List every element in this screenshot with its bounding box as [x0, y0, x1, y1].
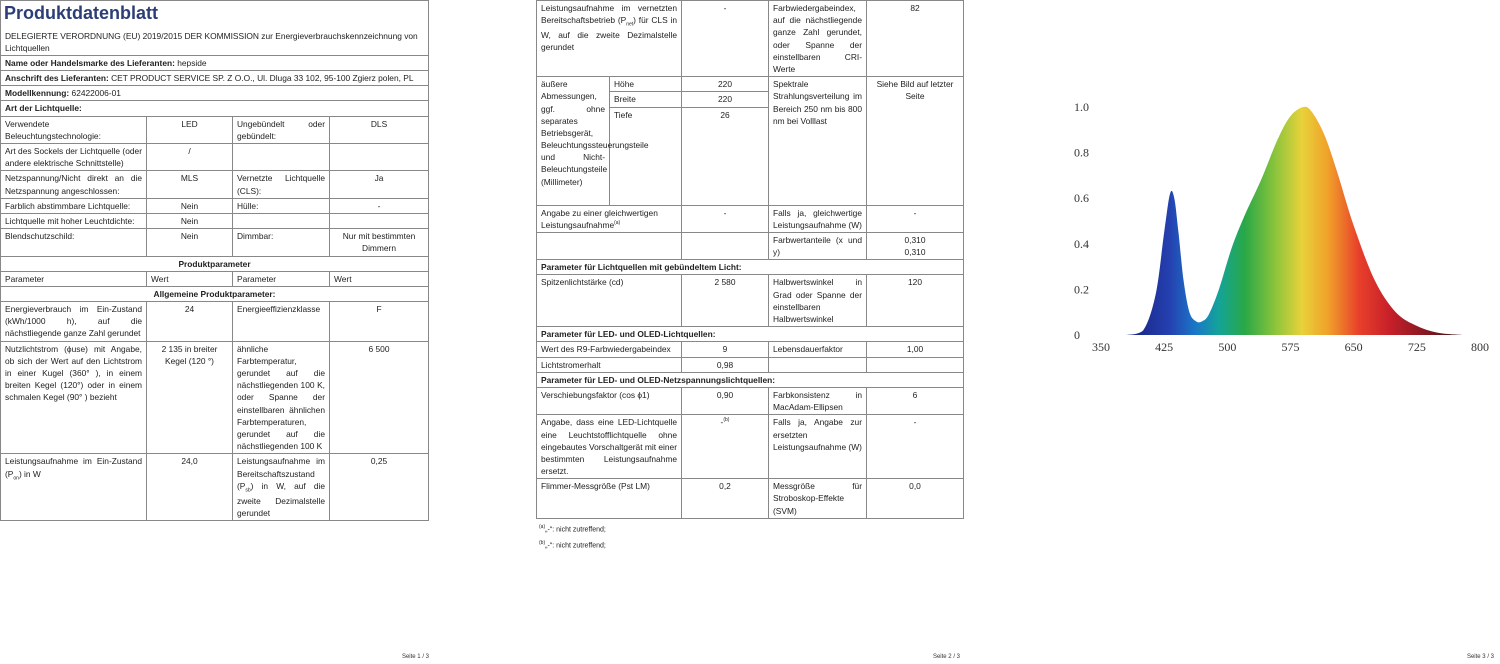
page-number: Seite 2 / 3 — [932, 654, 960, 661]
regulation-text: DELEGIERTE VERORDNUNG (EU) 2019/2015 DER KOMMISSION zur Energieverbrauchskennzeichnung von Lichtquellen — [1, 29, 429, 56]
page-number: Seite 3 / 3 — [1466, 654, 1494, 661]
footnote-b: $^{(b)}$„-": nicht zutreffend; — [539, 540, 606, 550]
consist-value: 6 — [867, 387, 964, 414]
width-label: Breite — [610, 92, 682, 107]
shift-label: Verschiebungsfaktor (cos ϕ1) — [537, 387, 682, 414]
directional-header: Parameter für Lichtquellen mit gebündeltem Licht: — [537, 260, 964, 275]
flicker-value: 0,2 — [682, 479, 769, 519]
cell-value: Nein — [147, 213, 233, 228]
consist-label: Farbkonsistenz in MacAdam-Ellipsen — [769, 387, 867, 414]
col-header: Wert — [330, 271, 429, 286]
col-header: Parameter — [233, 271, 330, 286]
y-tick-label: 1.0 — [1074, 100, 1089, 114]
page-title: Produktdatenblatt — [4, 3, 159, 23]
pnet-label: Leistungsaufnahme im vernetzten Bereitschaftsbetrieb $(P_{net})$ für CLS in W, auf die zweite Dezimalstelle gerundet — [537, 1, 682, 77]
footnote-a: $^{(a)}$„-": nicht zutreffend; — [539, 523, 606, 534]
replace-power-value: - — [867, 415, 964, 479]
width-value: 220 — [682, 92, 769, 107]
empty-cell — [867, 357, 964, 372]
cell-value: MLS — [147, 171, 233, 198]
cell-value: / — [147, 144, 233, 171]
eeclass-label: Energieeffizienzklasse — [233, 302, 330, 342]
replace-power-label: Falls ja, Angabe zur ersetzten Leistungsaufnahme (W) — [769, 415, 867, 479]
spectrum-chart — [1070, 95, 1500, 355]
cct-value: 6 500 — [330, 341, 429, 454]
energy-value: 24 — [147, 302, 233, 342]
life-label: Lebensdauerfaktor — [769, 342, 867, 357]
product-sheet-table-1 — [0, 0, 429, 521]
r9-value: 9 — [682, 342, 769, 357]
col-header: Parameter — [1, 271, 147, 286]
cell-label: Art des Sockels der Lichtquelle (oder andere elektrische Schnittstelle) — [1, 144, 147, 171]
page-2 — [536, 0, 966, 664]
depth-label: Tiefe — [610, 107, 682, 205]
energy-label: Energieverbrauch im Ein-Zustand (kWh/1000 h), auf die nächstliegende ganze Zahl gerundet — [1, 302, 147, 342]
r9-label: Wert des R9-Farbwiedergabeindex — [537, 342, 682, 357]
x-tick-label: 350 — [1092, 340, 1110, 354]
cell-value: - — [330, 198, 429, 213]
model-row: Modellkennung: 62422006-01 — [1, 86, 429, 101]
cell-label: Vernetzte Lichtquelle (CLS): — [233, 171, 330, 198]
x-tick-label: 725 — [1407, 340, 1426, 354]
flux-label: Nutzlichtstrom (ϕuse) mit Angabe, ob sich der Wert auf den Lichtstrom in einer Kugel (360° ), in einem breiten Kegel (120°) oder in einem schmalen Kegel (90° ) bezieht — [1, 341, 147, 454]
general-params-header: Allgemeine Produktparameter: — [1, 286, 429, 301]
product-params-header: Produktparameter — [1, 256, 429, 271]
cell-label — [233, 213, 330, 228]
cell-label: Dimmbar: — [233, 229, 330, 256]
maint-value: 0,98 — [682, 357, 769, 372]
height-label: Höhe — [610, 77, 682, 92]
chroma-label: Farbwertanteile (x und y) — [769, 232, 867, 259]
y-tick-label: 0 — [1074, 328, 1080, 342]
cell-label: Ungebündelt oder gebündelt: — [233, 116, 330, 143]
led-header: Parameter für LED- und OLED-Lichtquellen: — [537, 327, 964, 342]
y-tick-label: 0.8 — [1074, 145, 1089, 160]
cell-value: DLS — [330, 116, 429, 143]
peak-value: 2 580 — [682, 275, 769, 327]
equiv-power-value: - — [867, 205, 964, 232]
product-sheet-table-2 — [536, 0, 964, 519]
cell-value — [330, 213, 429, 228]
cell-label: Blendschutzschild: — [1, 229, 147, 256]
cell-label: Farblich abstimmbare Lichtquelle: — [1, 198, 147, 213]
cell-value: Nein — [147, 229, 233, 256]
y-tick-label: 0.2 — [1074, 282, 1089, 297]
replace-value: -$^{(b)}$ — [682, 415, 769, 479]
depth-value: 26 — [682, 107, 769, 205]
cell-value: LED — [147, 116, 233, 143]
replace-label: Angabe, dass eine LED-Lichtquelle eine Leuchtstofflichtquelle ohne eingebautes Vorschaltgerät mit einer bestimmten Leistungsaufnahme ersetzt. — [537, 415, 682, 479]
cell-label: Verwendete Beleuchtungstechnologie: — [1, 116, 147, 143]
shift-value: 0,90 — [682, 387, 769, 414]
eeclass-value: F — [330, 302, 429, 342]
cct-label: ähnliche Farbtemperatur, gerundet auf die nächstliegenden 100 K, oder Spanne der einstellbaren ähnlichen Farbtemperaturen, gerundet auf die nächstliegenden 100 K — [233, 341, 330, 454]
cell-value: Nur mit bestimmten Dimmern — [330, 229, 429, 256]
x-tick-label: 800 — [1471, 340, 1489, 354]
equiv-power-label: Falls ja, gleichwertige Leistungsaufnahme (W) — [769, 205, 867, 232]
pnet-value: - — [682, 1, 769, 77]
spectrum-area — [1126, 107, 1463, 335]
cell-label: Hülle: — [233, 198, 330, 213]
empty-cell — [769, 357, 867, 372]
pon-value: 24,0 — [147, 454, 233, 521]
peak-label: Spitzenlichtstärke (cd) — [537, 275, 682, 327]
psb-value: 0,25 — [330, 454, 429, 521]
flicker-label: Flimmer-Messgröße (Pst LM) — [537, 479, 682, 519]
cell-value: Ja — [330, 171, 429, 198]
x-tick-label: 575 — [1281, 340, 1300, 354]
cell-label: Lichtquelle mit hoher Leuchtdichte: — [1, 213, 147, 228]
cell-label: Netzspannung/Nicht direkt an die Netzspannung angeschlossen: — [1, 171, 147, 198]
y-tick-label: 0.4 — [1074, 236, 1089, 251]
cell-value: Nein — [147, 198, 233, 213]
height-value: 220 — [682, 77, 769, 92]
cell-label — [233, 144, 330, 171]
spectrum-label: Spektrale Strahlungsverteilung im Bereich 250 nm bis 800 nm bei Volllast — [769, 77, 867, 205]
page-1 — [0, 0, 435, 664]
empty-cell — [682, 232, 769, 259]
page-number: Seite 1 / 3 — [401, 654, 429, 661]
page-3 — [1070, 0, 1500, 664]
chroma-value: 0,310 0,310 — [867, 232, 964, 259]
y-tick-label: 0.6 — [1074, 191, 1089, 206]
svm-label: Messgröße für Stroboskop-Effekte (SVM) — [769, 479, 867, 519]
life-value: 1,00 — [867, 342, 964, 357]
light-type-header: Art der Lichtquelle: — [1, 101, 429, 116]
cri-value: 82 — [867, 1, 964, 77]
cri-label: Farbwiedergabeindex, auf die nächstliegende ganze Zahl gerundet, oder Spanne der einstellbaren CRI-Werte — [769, 1, 867, 77]
x-tick-label: 500 — [1218, 340, 1237, 354]
psb-label: Leistungsaufnahme im Bereitschaftszustand $(P_{sb})$ in W, auf die zweite Dezimalstelle gerundet — [233, 454, 330, 521]
supplier-row: Name oder Handelsmarke des Lieferanten: hepside — [1, 55, 429, 70]
address-row: Anschrift des Lieferanten: CET PRODUCT SERVICE SP. Z O.O., Ul. Dluga 33 102, 95-100 Zgierz polen, PL — [1, 71, 429, 86]
cell-value — [330, 144, 429, 171]
dims-label: äußere Abmessungen, ggf. ohne separates Betriebsgerät, Beleuchtungssteuerungsteile und Nicht-Beleuchtungsteile (Millimeter) — [537, 77, 610, 205]
spectrum-value: Siehe Bild auf letzter Seite — [867, 77, 964, 205]
empty-cell — [537, 232, 682, 259]
beam-value: 120 — [867, 275, 964, 327]
equiv-value: - — [682, 205, 769, 232]
x-tick-label: 650 — [1344, 340, 1363, 354]
maint-label: Lichtstromerhalt — [537, 357, 682, 372]
beam-label: Halbwertswinkel in Grad oder Spanne der einstellbaren Halbwertswinkel — [769, 275, 867, 327]
x-tick-label: 425 — [1155, 340, 1174, 354]
col-header: Wert — [147, 271, 233, 286]
flux-value: 2 135 in breiter Kegel (120 °) — [147, 341, 233, 454]
pon-label: Leistungsaufnahme im Ein-Zustand $(P_{on})$ in W — [1, 454, 147, 521]
svm-value: 0,0 — [867, 479, 964, 519]
mains-header: Parameter für LED- und OLED-Netzspannungslichtquellen: — [537, 372, 964, 387]
equiv-label: Angabe zu einer gleichwertigen Leistungsaufnahme$^{(a)}$ — [537, 205, 682, 232]
